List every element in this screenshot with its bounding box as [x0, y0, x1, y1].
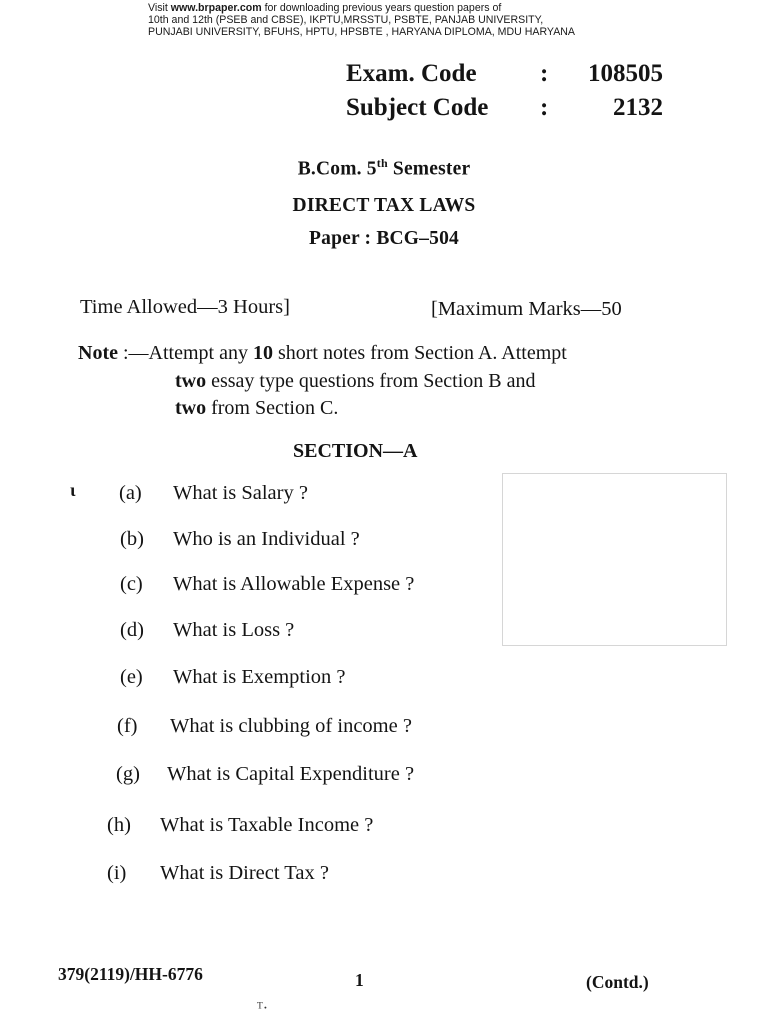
- question-label: (c): [120, 573, 143, 595]
- question-text: What is Taxable Income ?: [160, 814, 374, 836]
- question-text: What is Exemption ?: [173, 666, 346, 688]
- question-text: What is Salary ?: [173, 482, 308, 504]
- question-label: (b): [120, 528, 144, 550]
- question-label: (g): [116, 763, 140, 785]
- exam-code-value: 108505: [588, 60, 663, 87]
- question-text: Who is an Individual ?: [173, 528, 360, 550]
- watermark-line-3: PUNJABI UNIVERSITY, BFUHS, HPTU, HPSBTE , HARYANA DIPLOMA, MDU HARYANA: [148, 25, 575, 38]
- question-text: What is Loss ?: [173, 619, 295, 641]
- question-label: (h): [107, 814, 131, 836]
- course-title: B.Com. 5th Semester: [297, 156, 471, 180]
- section-a-title: SECTION—A: [293, 440, 418, 462]
- blank-image-box: [502, 473, 727, 646]
- question-label: (f): [117, 715, 138, 737]
- subject-code-value: 2132: [613, 94, 663, 121]
- exam-code-label: Exam. Code: [346, 60, 477, 87]
- time-allowed: Time Allowed—3 Hours]: [80, 296, 290, 318]
- maximum-marks: [Maximum Marks—50: [431, 298, 622, 320]
- scan-speck: ᵀ·: [257, 1000, 269, 1017]
- question-label: (i): [107, 862, 127, 884]
- watermark-site-link[interactable]: www.brpaper.com: [170, 2, 262, 14]
- note-line-3: two from Section C.: [175, 397, 339, 419]
- note-line-1: Note :—Attempt any 10 short notes from Section A. Attempt: [78, 342, 567, 364]
- question-text: What is Direct Tax ?: [160, 862, 329, 884]
- question-label: (e): [120, 666, 143, 688]
- subject-code-separator: :: [540, 94, 549, 121]
- subject-title: DIRECT TAX LAWS: [292, 195, 476, 216]
- note-label: Note: [78, 342, 118, 364]
- continued-label: (Contd.): [586, 972, 649, 992]
- exam-code-separator: :: [540, 60, 549, 87]
- question-text: What is Capital Expenditure ?: [167, 763, 415, 785]
- watermark-line-1: Visit www.brpaper.com for downloading previous years question papers of: [148, 2, 502, 14]
- question-label: (d): [120, 619, 144, 641]
- paper-reference-code: 379(2119)/HH-6776: [58, 964, 203, 984]
- margin-tick-mark: ι: [70, 480, 76, 500]
- watermark-notice: [148, 3, 575, 38]
- note-line-2: two essay type questions from Section B and: [175, 370, 536, 392]
- question-text: What is clubbing of income ?: [170, 715, 412, 737]
- subject-code-label: Subject Code: [346, 94, 489, 121]
- watermark-line-2: 10th and 12th (PSEB and CBSE), IKPTU,MRSSTU, PSBTE, PANJAB UNIVERSITY,: [148, 13, 544, 26]
- paper-code: Paper : BCG–504: [309, 228, 459, 249]
- page-number: 1: [355, 970, 364, 990]
- question-label: (a): [119, 482, 142, 504]
- question-text: What is Allowable Expense ?: [173, 573, 415, 595]
